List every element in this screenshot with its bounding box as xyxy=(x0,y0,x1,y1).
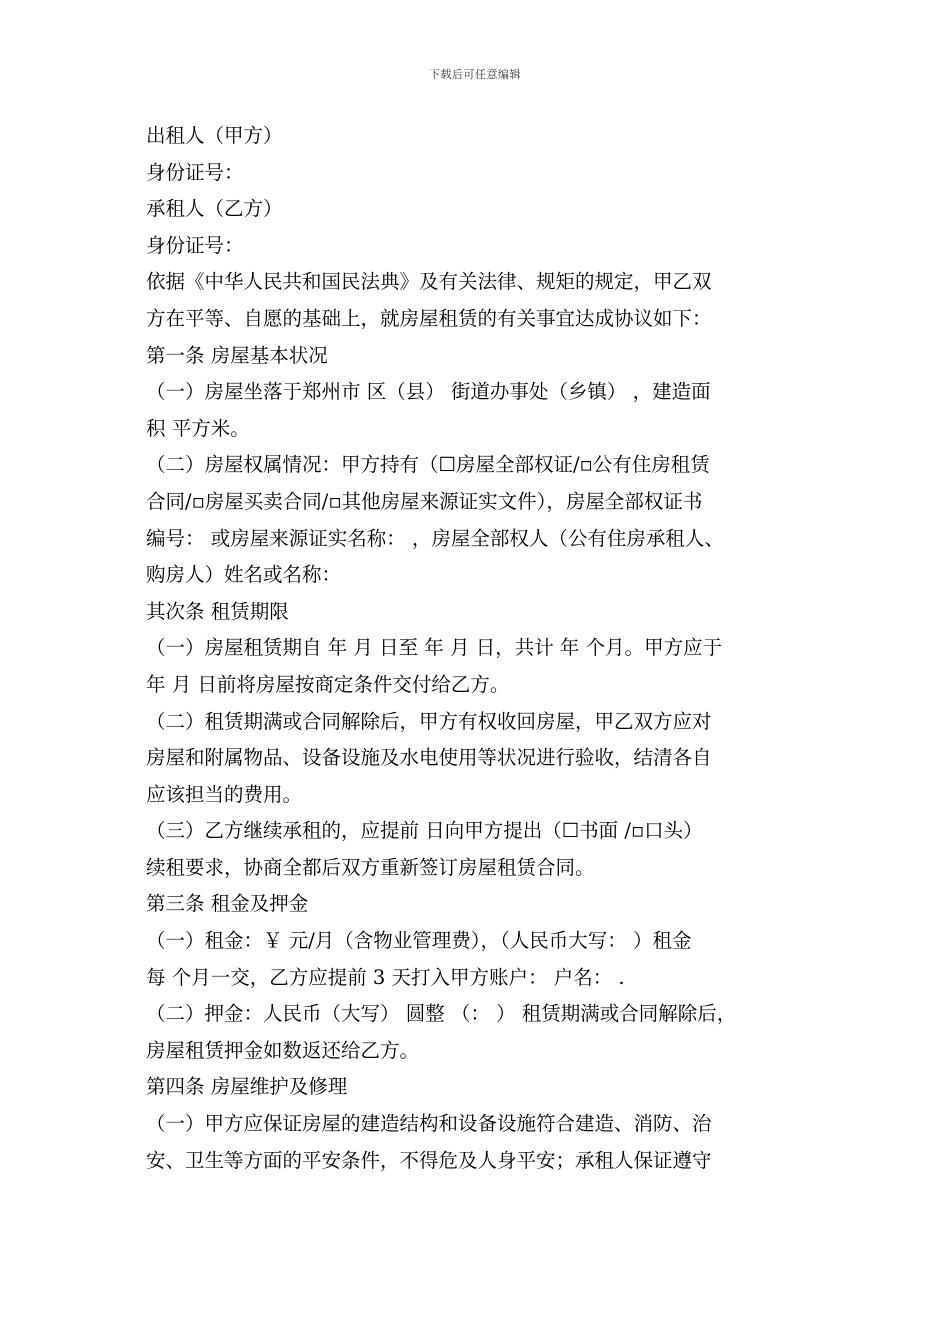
text-line: 依据《中华人民共和国民法典》及有关法律、规矩的规定，甲乙双 xyxy=(146,270,712,294)
text-line: 身份证号： xyxy=(146,160,244,184)
text-line: 应该担当的费用。 xyxy=(146,782,303,806)
text-line: （三）乙方继续承租的，应提前 日向甲方提出（☐书面 /▫口头） xyxy=(146,819,703,843)
text-line: 承租人（乙方） xyxy=(146,197,283,221)
text-line: 购房人）姓名或名称： xyxy=(146,563,342,587)
text-line: 每 个月一交，乙方应提前 3 天打入甲方账户： 户名： . xyxy=(146,965,625,989)
contract-body xyxy=(146,118,811,1179)
section-heading: 其次条 租赁期限 xyxy=(146,599,289,623)
section-heading: 第三条 租金及押金 xyxy=(146,892,309,916)
text-line: 合同/▫房屋买卖合同/▫其他房屋来源证实文件），房屋全部权证书 xyxy=(146,489,703,513)
section-heading: 第四条 房屋维护及修理 xyxy=(146,1075,348,1099)
text-line: 年 月 日前将房屋按商定条件交付给乙方。 xyxy=(146,672,510,696)
text-line: （一）租金：￥ 元/月（含物业管理费），（人民币大写： ）租金 xyxy=(146,929,692,953)
text-line: （二）押金：人民币（大写） 圆整 （： ） 租赁期满或合同解除后， xyxy=(146,1002,737,1026)
text-line: （一）房屋租赁期自 年 月 日至 年 月 日，共计 年 个月。甲方应于 xyxy=(146,636,723,660)
text-line: 方在平等、自愿的基础上，就房屋租赁的有关事宜达成协议如下： xyxy=(146,306,712,330)
section-heading: 第一条 房屋基本状况 xyxy=(146,343,328,367)
header-note: 下载后可任意编辑 xyxy=(429,68,521,81)
text-line: 积 平方米。 xyxy=(146,416,250,440)
text-line: 房屋和附属物品、设备设施及水电使用等状况进行验收，结清各自 xyxy=(146,746,712,770)
text-line: 续租要求，协商全都后双方重新签订房屋租赁合同。 xyxy=(146,855,595,879)
text-line: 身份证号： xyxy=(146,233,244,257)
text-line: 安、卫生等方面的平安条件，不得危及人身平安；承租人保证遵守 xyxy=(146,1148,712,1172)
text-line: （一）甲方应保证房屋的建造结构和设备设施符合建造、消防、治 xyxy=(146,1112,712,1136)
text-line: （一）房屋坐落于郑州市 区（县） 街道办事处（乡镇） ，建造面 xyxy=(146,380,711,404)
text-line: 编号： 或房屋来源证实名称： ，房屋全部权人（公有住房承租人、 xyxy=(146,526,724,550)
text-line: （二）房屋权属情况：甲方持有（☐房屋全部权证/▫公有住房租赁 xyxy=(146,453,710,477)
text-line: 出租人（甲方） xyxy=(146,124,283,147)
text-line: （二）租赁期满或合同解除后，甲方有权收回房屋，甲乙双方应对 xyxy=(146,709,712,733)
text-line: 房屋租赁押金如数返还给乙方。 xyxy=(146,1038,420,1062)
